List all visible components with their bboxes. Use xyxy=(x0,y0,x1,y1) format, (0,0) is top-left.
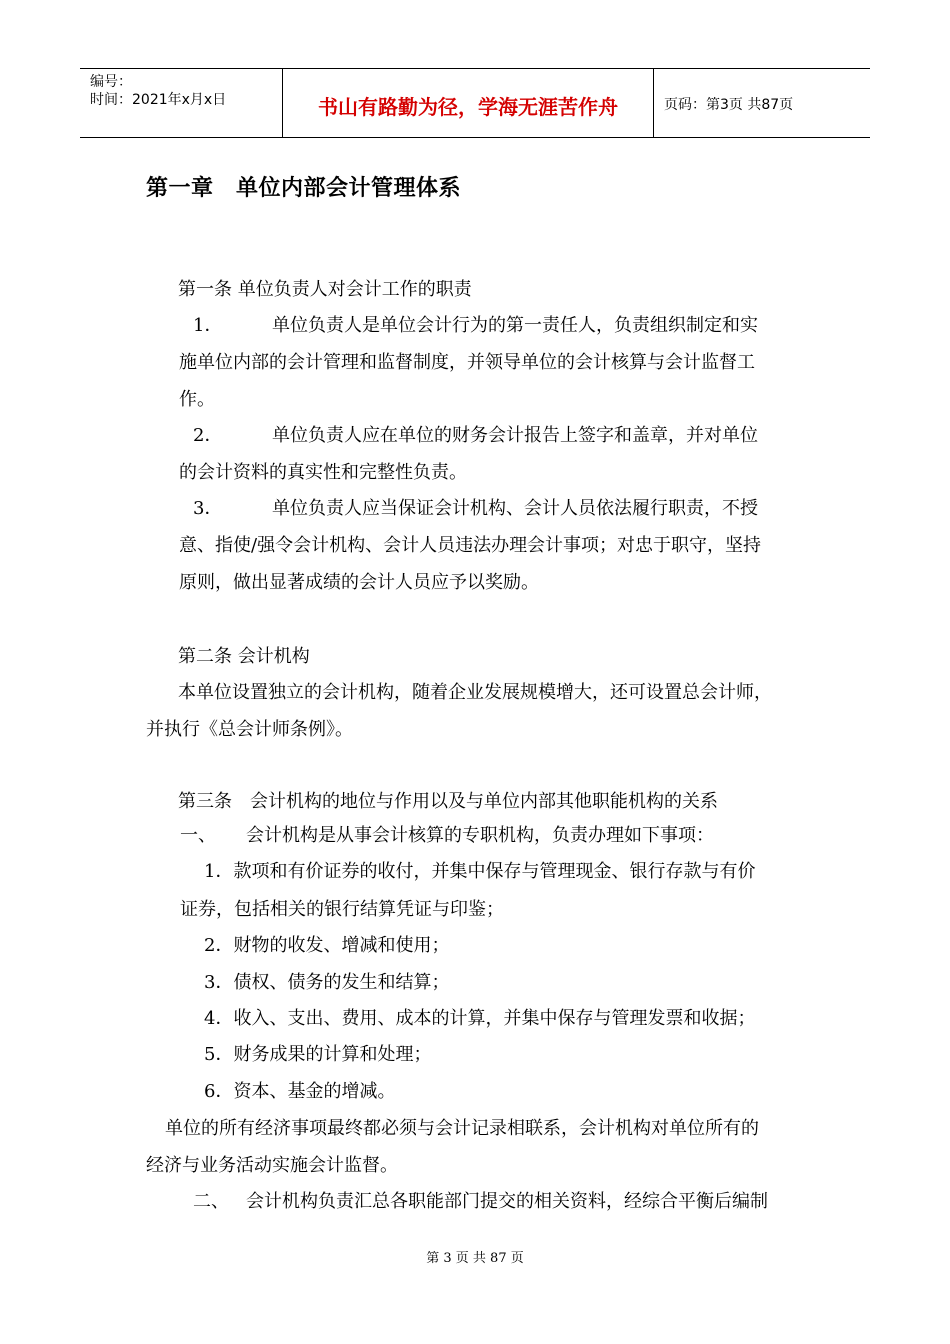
document-date: 时间：2021年x月x日 xyxy=(90,92,227,108)
article-1-item-2-number: 2． xyxy=(193,425,223,446)
chapter-title: 第一章 单位内部会计管理体系 xyxy=(146,176,462,201)
article-3-item-1-line-2: 证券，包括相关的银行结算凭证与印鉴； xyxy=(180,899,504,920)
page-header xyxy=(80,68,870,138)
article-1-item-3-line-1: 单位负责人应当保证会计机构、会计人员依法履行职责，不授 xyxy=(272,498,758,519)
article-2-line-2: 并执行《总会计师条例》。 xyxy=(146,719,353,740)
header-page-number: 页码：第3页 共87页 xyxy=(664,97,794,113)
article-1-item-1-line-1: 单位负责人是单位会计行为的第一责任人，负责组织制定和实 xyxy=(272,315,758,336)
article-1-item-2-line-1: 单位负责人应在单位的财务会计报告上签字和盖章，并对单位 xyxy=(272,425,758,446)
article-3-section-2-number: 二、 xyxy=(193,1191,229,1212)
article-2-line-1: 本单位设置独立的会计机构，随着企业发展规模增大，还可设置总会计师， xyxy=(178,682,772,703)
article-3-section-2-text: 会计机构负责汇总各职能部门提交的相关资料，经综合平衡后编制 xyxy=(246,1191,768,1212)
article-1-title: 第一条 单位负责人对会计工作的职责 xyxy=(178,279,472,300)
article-3-section-1-text: 会计机构是从事会计核算的专职机构，负责办理如下事项： xyxy=(246,825,714,846)
header-motto: 书山有路勤为径，学海无涯苦作舟 xyxy=(318,95,618,119)
article-3-item-3: 3．债权、债务的发生和结算； xyxy=(204,972,450,993)
document-code: 编号： xyxy=(90,74,132,90)
header-page-cell xyxy=(654,69,870,137)
article-1-item-3-line-2: 意、指使/强令会计机构、会计人员违法办理会计事项；对忠于职守，坚持 xyxy=(179,535,762,556)
article-3-section-1-number: 一、 xyxy=(180,825,216,846)
article-3-title: 第三条 会计机构的地位与作用以及与单位内部其他职能机构的关系 xyxy=(178,791,718,812)
article-1-item-2-line-2: 的会计资料的真实性和完整性负责。 xyxy=(179,462,467,483)
header-info-cell xyxy=(80,69,283,137)
article-1-item-1-number: 1． xyxy=(193,315,223,336)
page-footer: 第 3 页 共 87 页 xyxy=(426,1251,524,1266)
header-motto-cell xyxy=(283,69,654,137)
article-3-item-1-line-1: 1．款项和有价证券的收付，并集中保存与管理现金、银行存款与有价 xyxy=(204,861,756,882)
article-3-item-5: 5．财务成果的计算和处理； xyxy=(204,1044,432,1065)
article-2-title: 第二条 会计机构 xyxy=(178,646,310,667)
article-3-paragraph-line-1: 单位的所有经济事项最终都必须与会计记录相联系，会计机构对单位所有的 xyxy=(165,1118,759,1139)
article-1-item-1-line-2: 施单位内部的会计管理和监督制度，并领导单位的会计核算与会计监督工 xyxy=(179,352,755,373)
article-1-item-3-line-3: 原则，做出显著成绩的会计人员应予以奖励。 xyxy=(179,572,539,593)
article-3-item-4: 4．收入、支出、费用、成本的计算，并集中保存与管理发票和收据； xyxy=(204,1008,756,1029)
article-3-paragraph-line-2: 经济与业务活动实施会计监督。 xyxy=(146,1155,398,1176)
article-3-item-6: 6．资本、基金的增减。 xyxy=(204,1081,396,1102)
article-3-item-2: 2．财物的收发、增减和使用； xyxy=(204,935,450,956)
article-1-item-3-number: 3． xyxy=(193,498,223,519)
article-1-item-1-line-3: 作。 xyxy=(179,389,215,410)
